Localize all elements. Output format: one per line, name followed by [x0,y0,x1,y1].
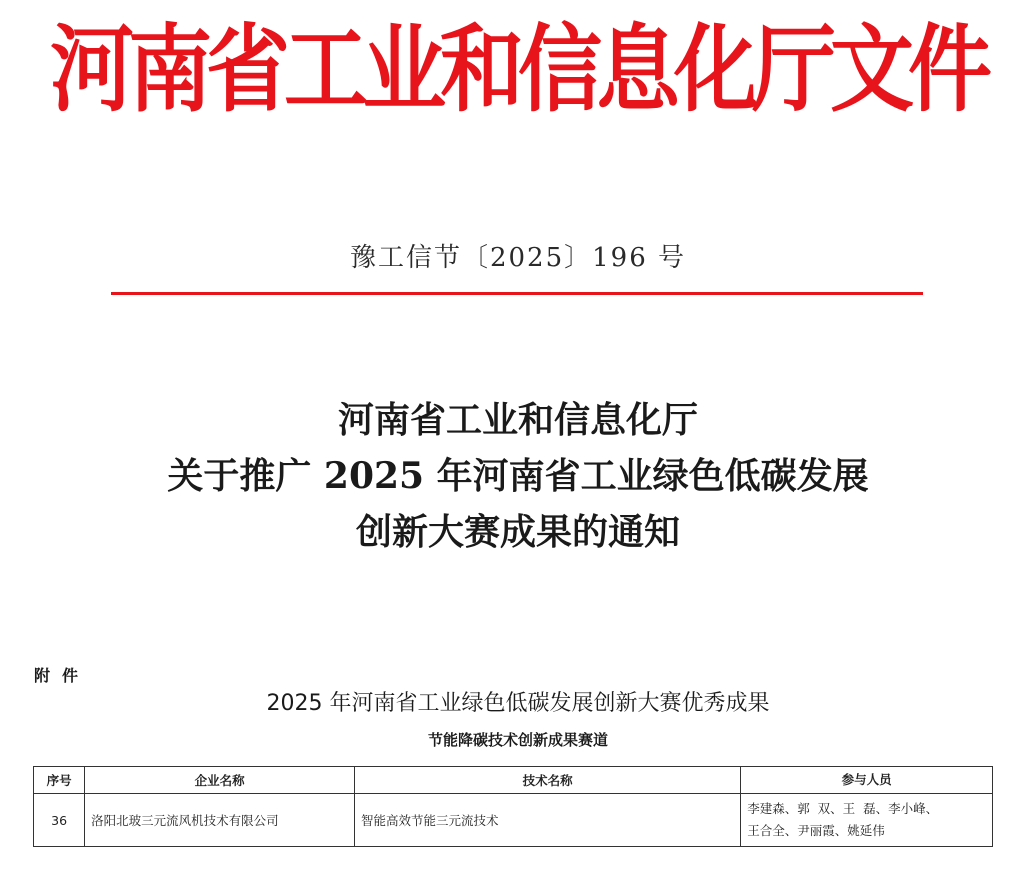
results-table [33,766,993,847]
header-technology: 技术名称 [355,767,741,794]
participants-line-2: 王合全、尹丽霞、姚延伟 [747,823,885,838]
attachment-title: 2025 年河南省工业绿色低碳发展创新大赛优秀成果 [266,691,770,716]
cell-participants [741,794,993,847]
title-line-3: 创新大赛成果的通知 [355,511,680,553]
title-line-2: 关于推广 2025 年河南省工业绿色低碳发展 [167,455,869,497]
table-header-row [34,767,993,794]
cell-company: 洛阳北玻三元流风机技术有限公司 [85,794,355,847]
red-divider-line [111,292,923,295]
notice-title [0,392,1036,560]
table-row [34,794,993,847]
header-company: 企业名称 [85,767,355,794]
cell-number: 36 [34,794,85,847]
document-masthead: 河南省工业和信息化厅文件 [49,14,986,125]
cell-technology: 智能高效节能三元流技术 [355,794,741,847]
header-participants: 参与人员 [741,767,993,794]
title-line-1: 河南省工业和信息化厅 [337,399,698,441]
participants-line-1: 李建森、郭 双、王 磊、李小峰、 [747,801,939,816]
document-number: 豫工信节〔2025〕196 号 [349,243,687,273]
attachment-label: 附件 [34,666,91,685]
attachment-subtitle: 节能降碳技术创新成果赛道 [427,731,608,749]
header-number: 序号 [34,767,85,794]
